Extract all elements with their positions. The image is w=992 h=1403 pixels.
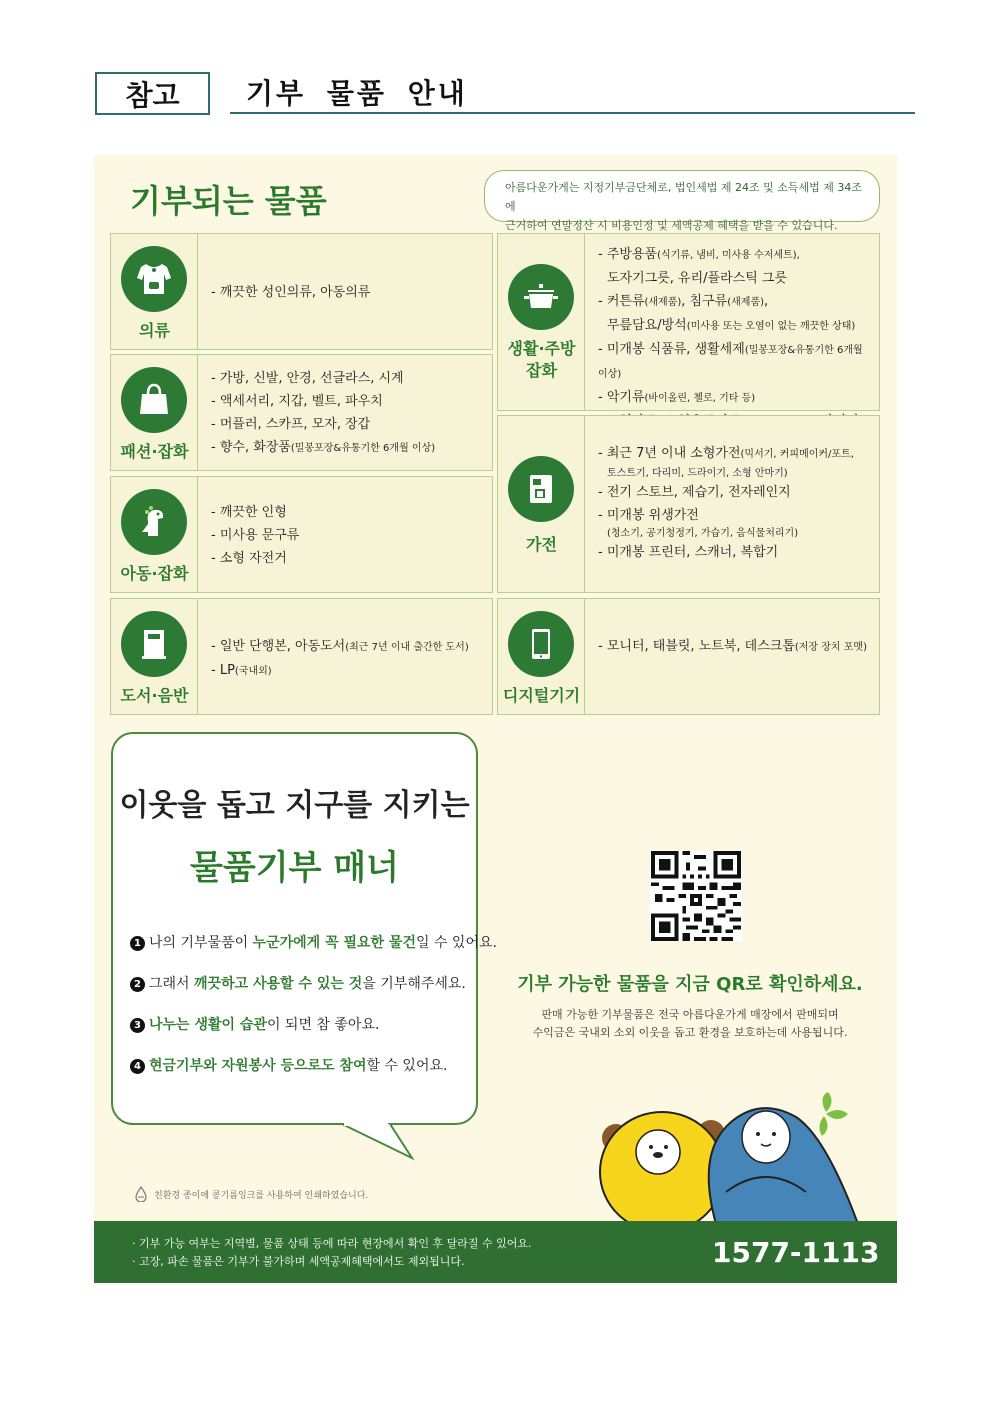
- category-label: 도서·음반: [120, 686, 189, 705]
- reference-tag: 참고: [95, 72, 210, 115]
- item-line: - 미사용 문구류: [211, 528, 300, 543]
- item-line: - 미개봉 프린터, 스캐너, 복합기: [598, 545, 779, 560]
- item-line: - 커튼류(새제품), 침구류(새제품),: [598, 294, 769, 309]
- item-line: - 최근 7년 이내 소형가전(믹서기, 커피메이커/포트,: [598, 446, 854, 461]
- item-line: - 악기류(바이올린, 첼로, 기타 등): [598, 390, 756, 405]
- manner-item: 3 나누는 생활이 습관이 되면 참 좋아요.: [130, 1014, 379, 1034]
- item-line: - 일반 단행본, 아동도서(최근 7년 이내 출간한 도서): [211, 639, 469, 654]
- qr-code[interactable]: [650, 851, 742, 941]
- category-label: 패션·잡화: [120, 442, 189, 461]
- coffee-machine-icon: [508, 456, 574, 522]
- manner-title-line1: 이웃을 돕고 지구를 지키는: [119, 788, 470, 823]
- handbag-icon: [121, 367, 187, 433]
- footer-note: · 기부 가능 여부는 지역별, 물품 상태 등에 따라 현장에서 확인 후 달라질 수 있어요.: [132, 1237, 532, 1250]
- footer-note: · 고장, 파손 물품은 기부가 불가하며 세액공제혜택에서도 제외됩니다.: [132, 1255, 465, 1268]
- item-line: 도자기그릇, 유리/플라스틱 그릇: [607, 271, 788, 286]
- section-title: 기부되는 물품: [130, 182, 327, 220]
- category-card-appliances: [497, 415, 880, 593]
- category-label: 디지털기기: [502, 686, 581, 705]
- item-line: - 전기 스토브, 제습기, 전자레인지: [598, 485, 791, 500]
- category-card-books: [110, 598, 493, 715]
- category-card-clothing: [110, 233, 493, 350]
- note-line: 근거하여 연말정산 시 비용인정 및 세액공제 혜택을 받을 수 있습니다.: [505, 219, 838, 232]
- item-line: - 주방용품(식기류, 냄비, 미사용 수저세트),: [598, 247, 800, 262]
- phone-number[interactable]: 1577-1113: [712, 1236, 880, 1269]
- eco-drop-icon: [134, 1186, 148, 1202]
- item-line: - 미개봉 위생가전: [598, 508, 699, 523]
- manner-title-line2: 물품기부 매너: [190, 848, 399, 888]
- pot-icon: [508, 264, 574, 330]
- item-line: - LP(국내외): [211, 663, 272, 678]
- shirt-icon: [121, 246, 187, 312]
- item-line: 토스트기, 다리미, 드라이기, 소형 안마기): [607, 468, 788, 479]
- category-card-digital: [497, 598, 880, 715]
- item-line: - 깨끗한 인형: [211, 505, 287, 520]
- item-line: - 향수, 화장품(밀봉포장&유통기한 6개월 이상): [211, 440, 436, 455]
- item-line: - 가방, 신발, 안경, 선글라스, 시계: [211, 371, 404, 386]
- qr-desc-line: 판매 가능한 기부물품은 전국 아름다운가게 매장에서 판매되며: [541, 1008, 839, 1021]
- note-line: 아름다운가게는 지정기부금단체로, 법인세법 제 24조 및 소득세법 제 34조에: [505, 181, 862, 213]
- page-title: 기부 물품 안내: [246, 77, 468, 110]
- category-label: 생활·주방 잡화: [507, 339, 576, 380]
- manner-item: 4 현금기부와 자원봉사 등으로도 참여할 수 있어요.: [130, 1055, 447, 1075]
- eco-print-note: 친환경 종이에 콩기름잉크를 사용하여 인쇄하였습니다.: [134, 1186, 368, 1202]
- item-line: (청소기, 공기청정기, 가습기, 음식물처리기): [607, 528, 799, 539]
- item-line: - 액세서리, 지갑, 벨트, 파우치: [211, 394, 383, 409]
- category-label: 의류: [139, 321, 170, 340]
- qr-caption: 기부 가능한 물품을 지금 QR로 확인하세요.: [517, 974, 863, 995]
- category-card-fashion: [110, 354, 493, 471]
- book-icon: [121, 611, 187, 677]
- item-line: - 소형 자전거: [211, 551, 287, 566]
- tax-benefit-note: [484, 170, 880, 232]
- manner-item: 1 나의 기부물품이 누군가에게 꼭 필요한 물건일 수 있어요.: [130, 932, 497, 952]
- qr-description: [500, 1006, 880, 1042]
- item-line: - 미개봉 식품류, 생활세제(밀봉포장&유통기한 6개월 이상): [598, 342, 863, 380]
- title-underline: [230, 112, 915, 114]
- item-line: - 깨끗한 성인의류, 아동의류: [211, 285, 371, 300]
- mascot-illustration: [596, 1092, 861, 1224]
- bubble-tail: [340, 1122, 420, 1162]
- manner-item: 2 그래서 깨끗하고 사용할 수 있는 것을 기부해주세요.: [130, 973, 466, 993]
- category-card-kids: [110, 476, 493, 593]
- tablet-icon: [508, 611, 574, 677]
- category-label: 가전: [526, 535, 557, 554]
- qr-desc-line: 수익금은 국내외 소외 이웃을 돕고 환경을 보호하는데 사용됩니다.: [532, 1026, 848, 1039]
- item-line: - 머플러, 스카프, 모자, 장갑: [211, 417, 371, 432]
- category-label: 아동·잡화: [120, 564, 189, 583]
- category-card-kitchen: [497, 233, 880, 411]
- item-line: - 모니터, 태블릿, 노트북, 데스크톱(저장 장치 포맷): [598, 639, 867, 654]
- dinosaur-toy-icon: [121, 489, 187, 555]
- item-line: 무릎담요/방석(미사용 또는 오염이 없는 깨끗한 상태): [607, 318, 856, 333]
